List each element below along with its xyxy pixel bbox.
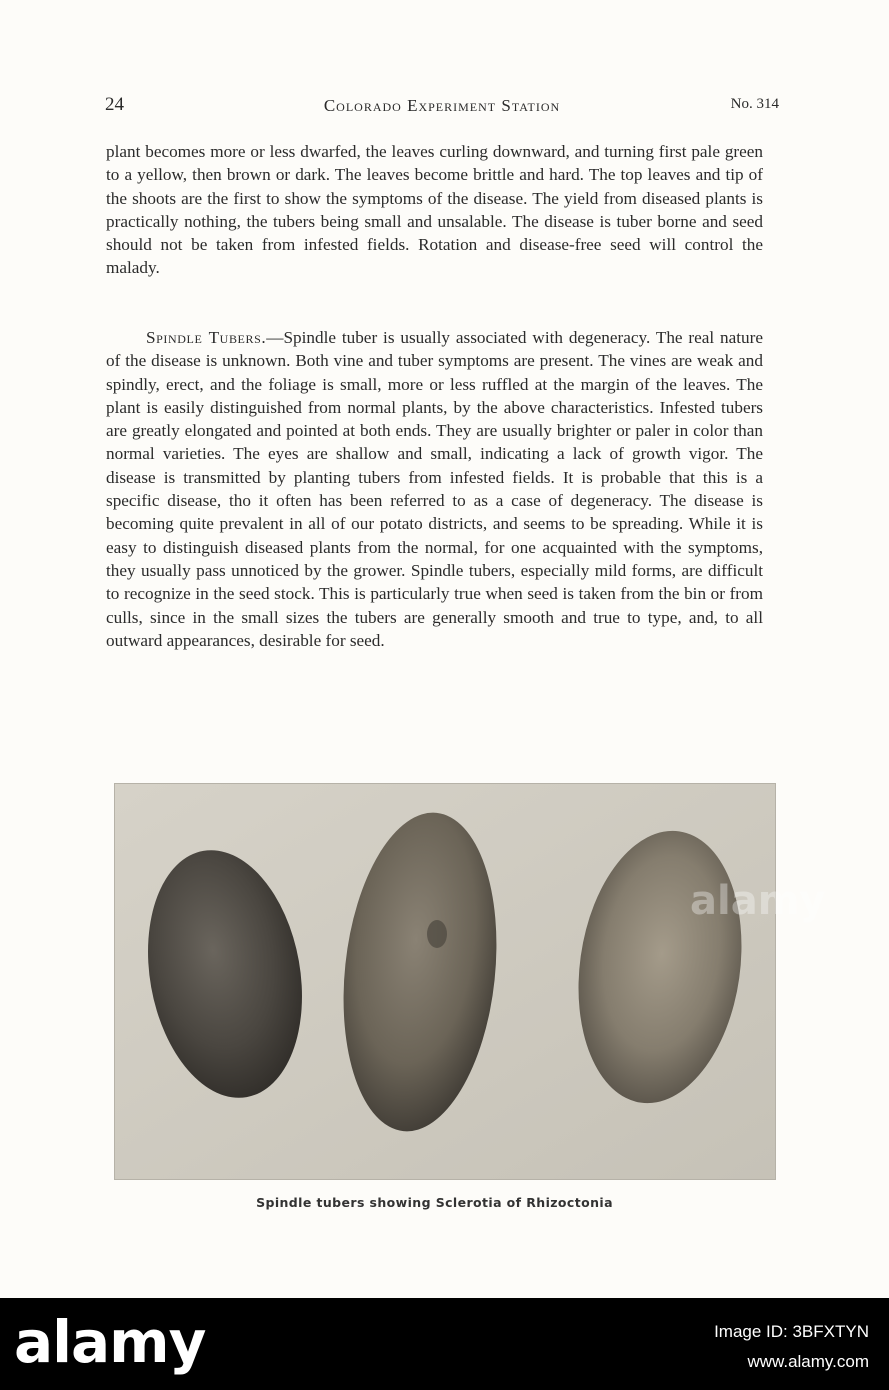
- image-id: Image ID: 3BFXTYN: [714, 1322, 869, 1341]
- page-header: [105, 94, 779, 120]
- figure-caption: Spindle tubers showing Sclerotia of Rhizoctonia: [256, 1195, 613, 1210]
- site-url: www.alamy.com: [747, 1352, 869, 1371]
- paragraph-2-text: —Spindle tuber is usually associated with degeneracy. The real nature of the disease is unknown. Both vine and tuber symptoms are present. The vines are weak and spindly, erect, and the foliage is small, more or less ruffled at the margin of the leaves. The plant is easily distinguished from normal plants, by the above characteristics. Infested tubers are greatly elongated and pointed at both ends. They are usually brighter or paler in color than normal varieties. The eyes are shallow and small, indicating a lack of growth vigor. The disease is transmitted by planting tubers from infested fields. It is probable that this is a specific disease, tho it often has been referred to as a case of degeneracy. The disease is becoming quite prevalent in all of our potato districts, and seems to be spreading. While it is easy to distinguish diseased plants from the normal, for one acquainted with the symptoms, they usually pass unnoticed by the grower. Spindle tubers, especially mild forms, are difficult to recognize in the seed stock. This is particularly true when seed is taken from the bin or from culls, since in the small sizes the tubers are generally smooth and true to type, and, to all outward appearances, desirable for seed.: [106, 328, 763, 650]
- running-title: Colorado Experiment Station: [323, 96, 561, 115]
- alamy-logo: alamy: [14, 1308, 206, 1376]
- potato-photograph: [114, 783, 826, 1180]
- paragraph-1: plant becomes more or less dwarfed, the leaves curling downward, and turning first pale green to a yellow, then brown or dark. The leaves become brittle and hard. The top leaves and tip of the shoots are the first to show the symptoms of the disease. The yield from diseased plants is practically nothing, the tubers being small and unsalable. The disease is tuber borne and seed should not be taken from infested fields. Rotation and disease-free seed will control the malady.: [106, 142, 763, 278]
- section-heading-spindle-tubers: Spindle Tubers.: [146, 328, 267, 347]
- stock-footer-bar: [0, 1298, 889, 1390]
- paragraph-2: [106, 326, 763, 652]
- alamy-watermark: alamy: [690, 878, 826, 924]
- issue-number: No. 314: [730, 96, 779, 112]
- page-number: 24: [105, 94, 124, 115]
- potato-tubers-illustration: [115, 784, 826, 1179]
